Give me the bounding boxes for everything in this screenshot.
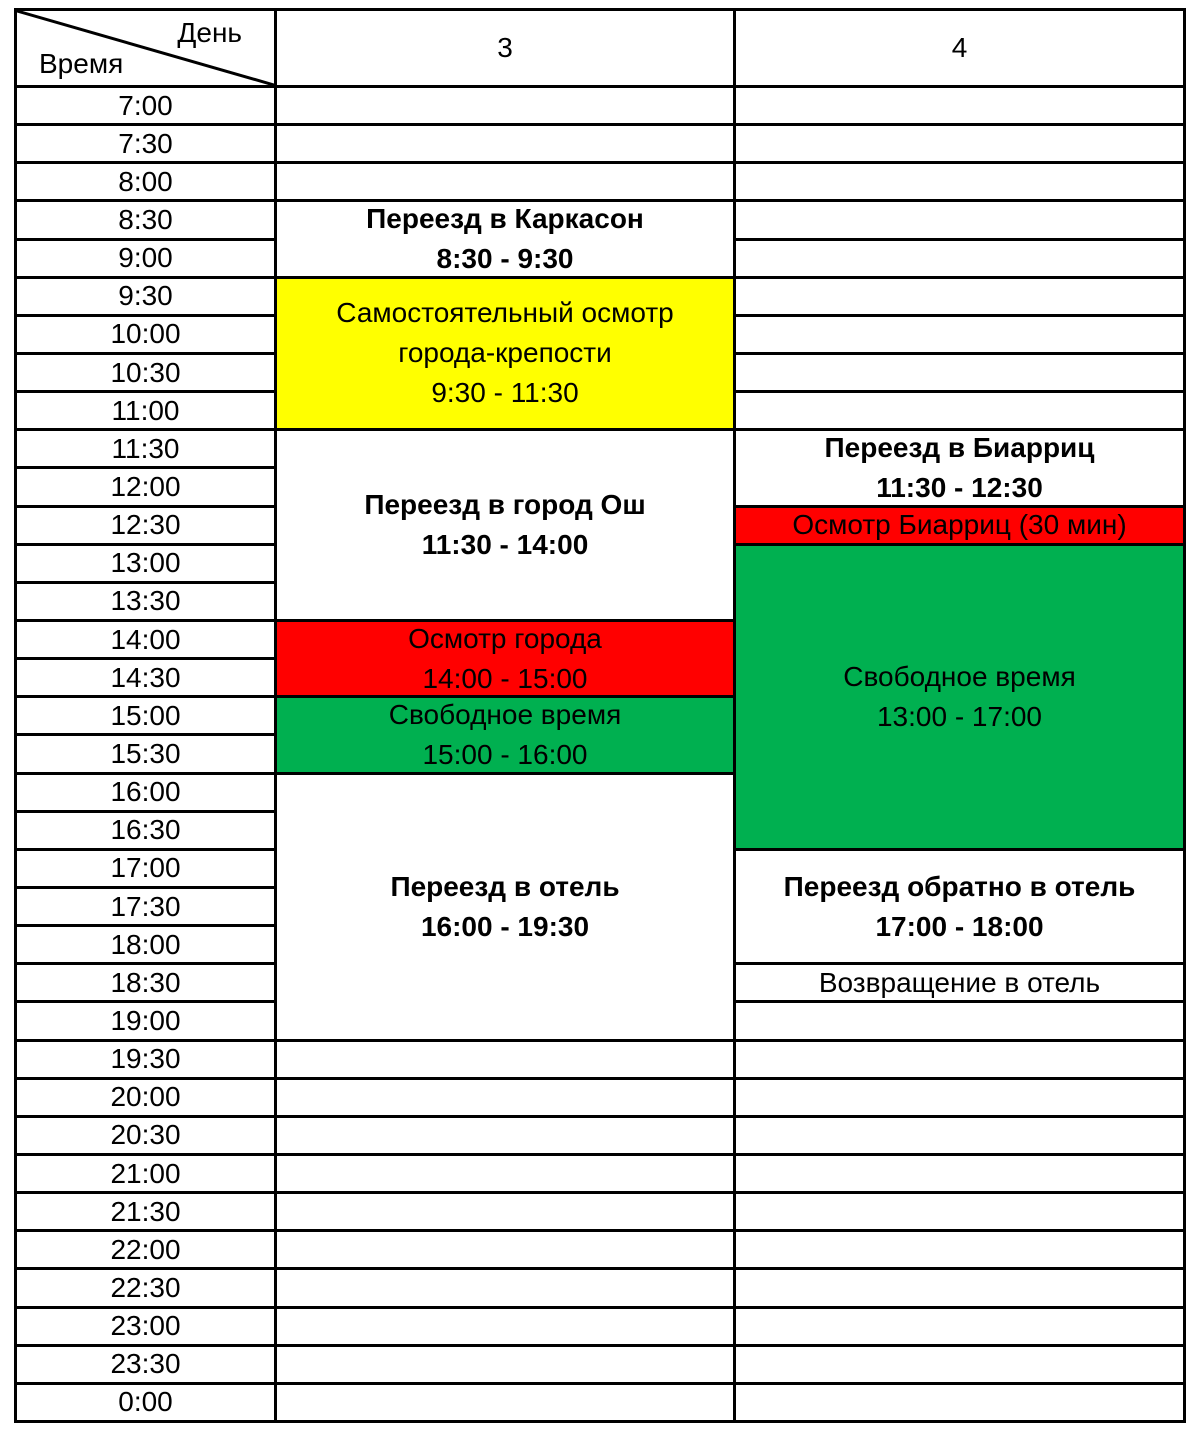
time-cell: 23:00	[17, 1309, 274, 1344]
empty-cell	[736, 164, 1183, 199]
empty-cell	[277, 1232, 733, 1267]
time-cell: 11:00	[17, 393, 274, 428]
empty-cell	[736, 1270, 1183, 1305]
event-line: Самостоятельный осмотр	[336, 297, 674, 329]
event-line: города-крепости	[398, 337, 612, 369]
event-cell	[277, 279, 733, 429]
empty-cell	[736, 1042, 1183, 1077]
time-cell: 11:30	[17, 431, 274, 466]
time-cell: 20:30	[17, 1118, 274, 1153]
empty-cell	[277, 164, 733, 199]
time-cell: 14:00	[17, 622, 274, 657]
time-cell: 21:00	[17, 1156, 274, 1191]
empty-cell	[736, 202, 1183, 237]
empty-cell	[736, 1080, 1183, 1115]
time-cell: 19:30	[17, 1042, 274, 1077]
event-line: Переезд в город Ош	[364, 489, 646, 521]
time-cell: 16:00	[17, 775, 274, 810]
empty-cell	[736, 317, 1183, 352]
time-cell: 16:30	[17, 813, 274, 848]
event-line: 11:30 - 12:30	[876, 471, 1043, 503]
time-cell: 15:30	[17, 736, 274, 771]
time-cell: 14:30	[17, 660, 274, 695]
event-line: Свободное время	[843, 660, 1076, 692]
time-cell: 17:00	[17, 851, 274, 886]
corner-time-label: Время	[39, 48, 124, 79]
empty-cell	[277, 1270, 733, 1305]
time-cell: 9:00	[17, 241, 274, 276]
time-cell: 8:00	[17, 164, 274, 199]
time-cell: 10:00	[17, 317, 274, 352]
event-cell	[277, 202, 733, 275]
empty-cell	[736, 279, 1183, 314]
event-cell	[277, 775, 733, 1039]
empty-cell	[736, 1003, 1183, 1038]
empty-cell	[277, 1156, 733, 1191]
time-cell: 8:30	[17, 202, 274, 237]
event-line: Переезд в Биарриц	[824, 431, 1095, 463]
event-cell	[736, 965, 1183, 1000]
empty-cell	[736, 393, 1183, 428]
empty-cell	[277, 88, 733, 123]
time-cell: 7:00	[17, 88, 274, 123]
event-line: 15:00 - 16:00	[422, 738, 588, 770]
empty-cell	[277, 1309, 733, 1344]
time-cell: 23:30	[17, 1347, 274, 1382]
time-cell: 18:30	[17, 965, 274, 1000]
empty-cell	[736, 1156, 1183, 1191]
schedule-table	[14, 8, 1186, 1423]
event-line: Переезд в отель	[390, 870, 620, 902]
empty-cell	[277, 1385, 733, 1420]
event-line: 11:30 - 14:00	[421, 529, 589, 561]
empty-cell	[277, 1118, 733, 1153]
day-3-header: 3	[277, 11, 733, 85]
empty-cell	[736, 1194, 1183, 1229]
time-cell: 22:30	[17, 1270, 274, 1305]
event-cell	[277, 622, 733, 695]
time-cell: 22:00	[17, 1232, 274, 1267]
event-line: Свободное время	[388, 698, 622, 730]
time-cell: 12:00	[17, 469, 274, 504]
event-cell	[736, 851, 1183, 962]
event-line: Переезд обратно в отель	[783, 870, 1136, 902]
empty-cell	[736, 1118, 1183, 1153]
event-line: 16:00 - 19:30	[420, 910, 590, 942]
corner-cell	[17, 11, 274, 85]
time-cell: 17:30	[17, 889, 274, 924]
empty-cell	[736, 355, 1183, 390]
empty-cell	[736, 1385, 1183, 1420]
empty-cell	[736, 88, 1183, 123]
empty-cell	[277, 1042, 733, 1077]
empty-cell	[736, 126, 1183, 161]
event-cell	[736, 431, 1183, 504]
time-cell: 0:00	[17, 1385, 274, 1420]
empty-cell	[277, 126, 733, 161]
time-cell: 12:30	[17, 508, 274, 543]
event-line: Осмотр города	[408, 622, 602, 654]
time-cell: 20:00	[17, 1080, 274, 1115]
event-line: Осмотр Биарриц (30 мин)	[792, 509, 1127, 541]
event-line: 14:00 - 15:00	[422, 662, 588, 694]
empty-cell	[277, 1194, 733, 1229]
event-cell	[277, 698, 733, 771]
time-cell: 10:30	[17, 355, 274, 390]
empty-cell	[277, 1080, 733, 1115]
time-cell: 15:00	[17, 698, 274, 733]
event-line: 17:00 - 18:00	[875, 910, 1044, 942]
event-cell	[736, 546, 1183, 848]
empty-cell	[736, 241, 1183, 276]
empty-cell	[736, 1232, 1183, 1267]
event-cell	[277, 431, 733, 619]
empty-cell	[736, 1347, 1183, 1382]
time-cell: 21:30	[17, 1194, 274, 1229]
time-cell: 19:00	[17, 1003, 274, 1038]
corner-day-label: День	[177, 17, 242, 48]
time-cell: 13:00	[17, 546, 274, 581]
event-line: 9:30 - 11:30	[431, 377, 579, 409]
event-line: 8:30 - 9:30	[436, 243, 574, 275]
empty-cell	[277, 1347, 733, 1382]
event-line: 13:00 - 17:00	[876, 700, 1043, 732]
event-line: Возвращение в отель	[818, 966, 1101, 998]
time-cell: 18:00	[17, 927, 274, 962]
day-4-header: 4	[736, 11, 1183, 85]
time-cell: 9:30	[17, 279, 274, 314]
time-cell: 7:30	[17, 126, 274, 161]
empty-cell	[736, 1309, 1183, 1344]
event-cell	[736, 508, 1183, 543]
event-line: Переезд в Каркасон	[366, 203, 644, 235]
time-cell: 13:30	[17, 584, 274, 619]
